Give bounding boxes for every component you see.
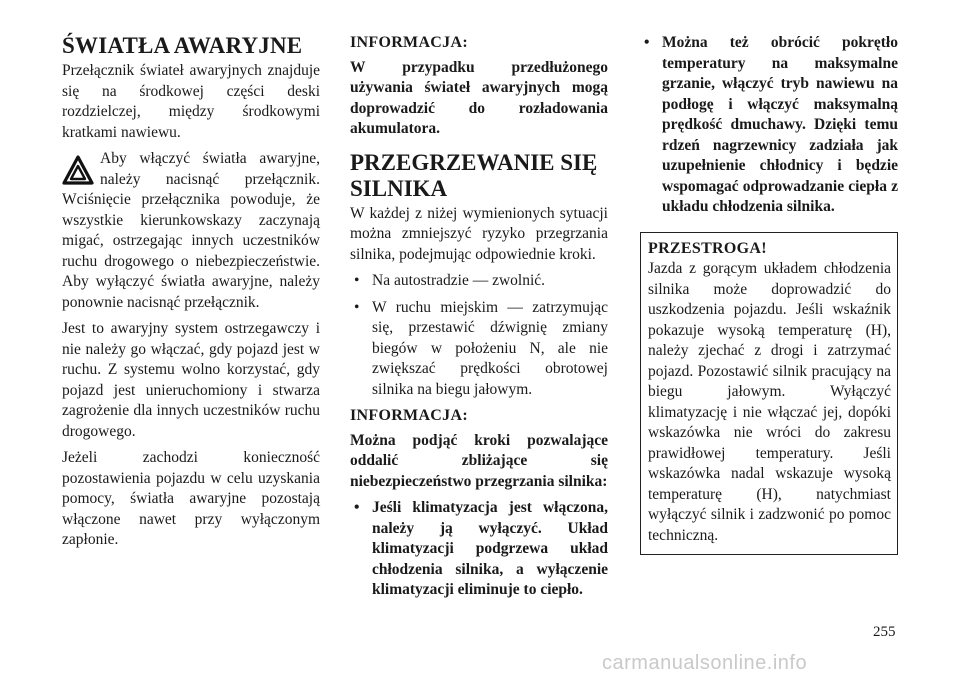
info-steps-text: Można podjąć kroki pozwalające oddalić zbliżające się niebezpieczeństwo przegrzania silnika: <box>350 431 608 490</box>
overheating-steps-list <box>350 271 608 400</box>
caution-box <box>640 232 898 556</box>
list-item-text: Na autostradzie — zwolnić. <box>372 272 546 289</box>
list-item <box>640 33 898 218</box>
page-number: 255 <box>873 624 896 640</box>
bullet-glyph: • <box>354 272 360 289</box>
hazard-triangle-icon <box>62 155 94 185</box>
list-item-text: Można też obrócić pokrętło temperatury na maksymalne grzanie, włączyć tryb nawiewu na podłogę i włączyć maksymalną prędkość dmuchawy. Dzięki temu rdzeń nagrzewnicy zadziała jak uzupełnienie chłodnicy i będzie wspomagać odprowadzanie ciepła z układu chłodzenia silnika. <box>662 34 898 215</box>
column-engine-overheating <box>350 33 608 607</box>
list-item-text: W ruchu miejskim — zatrzymując się, przestawić dźwignię zmiany biegów w położeniu N, ale nie zwiększać prędkości obrotowej silnika na biegu jałowym. <box>372 298 608 398</box>
column-heater-caution <box>640 33 898 555</box>
hazard-system-paragraph: Jest to awaryjny system ostrzegawczy i nie należy go włączać, gdy pojazd jest w ruchu. Z systemu wolno korzystać, gdy pojazd jest unieruchomiony i stwarza zagrożenie dla innych uczestników ruchu drogowego. <box>62 320 320 440</box>
list-item-text: Jeśli klimatyzacja jest włączona, należy ją wyłączyć. Układ klimatyzacji podgrzewa układ chłodzenia silnika, a wyłączenie klimatyzacji eliminuje to ciepło. <box>372 499 608 598</box>
info-label: INFORMACJA: <box>350 34 468 51</box>
hazard-usage-paragraph: Aby włączyć światła awaryjne, należy nacisnąć przełącznik. Wciśnięcie przełącznika powoduje, że wszystkie kierunkowskazy zaczynają migać, ostrzegając innych uczestników ruchu drogowego o niebezpieczeństwie. Aby wyłączyć światła awaryjne, należy ponownie nacisnąć przełącznik. <box>62 150 320 311</box>
column-hazard-lights <box>62 33 320 557</box>
list-item <box>350 298 608 401</box>
bullet-glyph: • <box>354 499 360 516</box>
list-item <box>350 498 608 601</box>
bullet-glyph: • <box>644 34 650 51</box>
watermark: carmanualsonline.info <box>602 652 808 674</box>
hazard-location-paragraph: Przełącznik świateł awaryjnych znajduje się na środkowej części deski rozdzielczej, między środkowymi kratkami nawiewu. <box>62 62 320 141</box>
hazard-usage-block <box>62 149 320 313</box>
ac-steps-list <box>350 498 608 601</box>
caution-text: Jazda z gorącym układem chłodzenia silnika może doprowadzić do uszkodzenia pojazdu. Jeśli wskaźnik pokazuje wysoką temperaturę (H), należy zjechać z drogi i zatrzymać pojazd. Pozostawić silnik pracujący na biegu jałowym. Wyłączyć klimatyzację i nie włączać jej, dopóki wskazówka nie wróci do zakresu prawidłowej temperatury. Jeśli wskazówka nadal wskazuje wysoką temperaturę (H), natychmiast wyłączyć silnik i zadzwonić po pomoc techniczną. <box>648 260 891 544</box>
heading-hazard-lights: ŚWIATŁA AWARYJNE <box>62 33 303 58</box>
hazard-ignition-paragraph: Jeżeli zachodzi konieczność pozostawienia pojazdu w celu uzyskania pomocy, światła awaryjne pozostają włączone nawet przy wyłączonym zapłonie. <box>62 449 320 548</box>
heater-steps-list <box>640 33 898 218</box>
info-battery-text: W przypadku przedłużonego używania świateł awaryjnych mogą doprowadzić do rozładowania akumulatora. <box>350 58 608 137</box>
list-item <box>350 271 608 292</box>
heading-engine-overheating: PRZEGRZEWANIE SIĘ SILNIKA <box>350 149 598 201</box>
bullet-glyph: • <box>354 298 360 316</box>
overheating-intro: W każdej z niżej wymienionych sytuacji można zmniejszyć ryzyko przegrzania silnika, podejmując odpowiednie kroki. <box>350 204 608 263</box>
info-label: INFORMACJA: <box>350 407 468 424</box>
caution-label: PRZESTROGA! <box>648 239 767 257</box>
